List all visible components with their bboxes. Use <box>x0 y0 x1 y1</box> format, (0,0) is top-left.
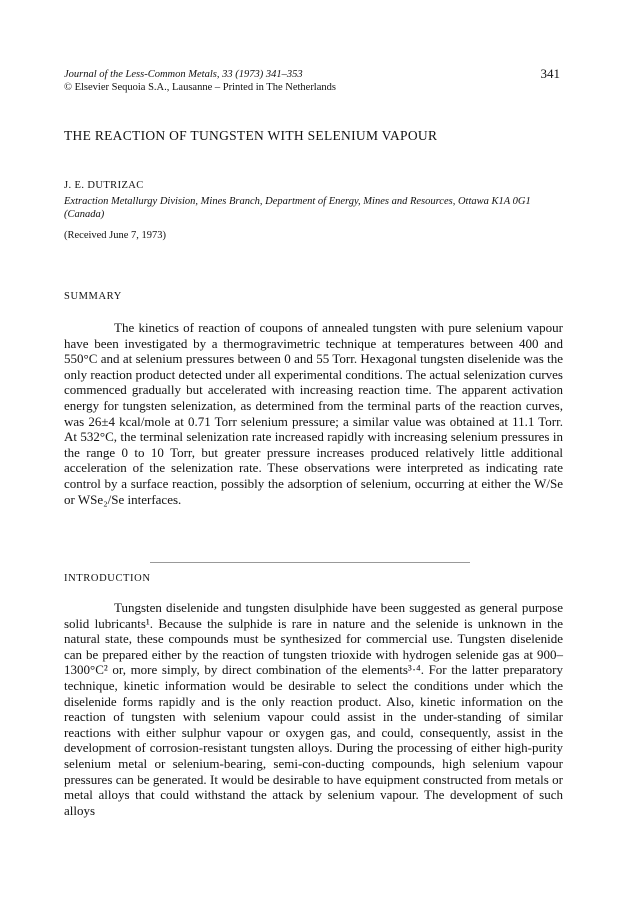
summary-heading: SUMMARY <box>64 291 122 302</box>
page-number: 341 <box>540 66 560 81</box>
journal-header <box>64 68 560 94</box>
received-date: (Received June 7, 1973) <box>64 230 167 241</box>
journal-citation: Journal of the Less-Common Metals, 33 (1973) 341–353 <box>64 69 303 80</box>
author-name: J. E. DUTRIZAC <box>64 180 144 191</box>
publisher-line: © Elsevier Sequoia S.A., Lausanne – Printed in The Netherlands <box>64 82 336 93</box>
summary-paragraph: The kinetics of reaction of coupons of annealed tungsten with pure selenium vapour have been investigated by a thermogravimetric technique at temperatures between 400 and 550°C and at selenium pressures between 0 and 55 Torr. Hexagonal tungsten diselenide was the only reaction product detected under all experimental conditions. The actual selenization curves commenced gradually but accelerated with increasing reaction time. The apparent activation energy for tungsten selenization, as determined from the terminal parts of the reaction curves, was 26±4 kcal/mole at 0.71 Torr selenium pressure; a similar value was obtained at 11.1 Torr. At 532°C, the terminal selenization rate increased rapidly with increasing selenium pressures in the range 0 to 10 Torr, but greater pressure increases produced relatively little additional acceleration of the selenization rate. These observations were interpreted as indicating rate control by a surface reaction, possibly the adsorption of selenium, occurring at either the W/Se or WSe₂/Se interfaces. <box>64 320 563 507</box>
introduction-heading: INTRODUCTION <box>64 573 151 584</box>
author-affiliation: Extraction Metallurgy Division, Mines Branch, Department of Energy, Mines and Resources, Ottawa K1A 0G1 (Canada) <box>64 196 531 220</box>
introduction-paragraph: Tungsten diselenide and tungsten disulphide have been suggested as general purpose solid lubricants¹. Because the sulphide is rare in nature and the selenide is unknown in the natural state, these compounds must be synthesized for commercial use. Tungsten diselenide can be prepared either by the reaction of tungsten trioxide with hydrogen selenide gas at 900–1300°C² or, more simply, by direct combination of the elements³·⁴. For the latter preparatory technique, kinetic information would be desirable to select the conditions under which the diselenide forms rapidly and is the only reaction product. Also, kinetic information on the reaction of tungsten with selenium vapour could assist in the under-standing of similar reactions with either sulphur vapour or oxygen gas, and could, consequently, assist in the development of corrosion-resistant tungsten alloys. During the processing of either high-purity selenium metal or selenium-bearing, semi-con-ducting compounds, high selenium vapour pressures can be generated. It would be desirable to have equipment constructed from metals or metal alloys that could withstand the attack by selenium vapour. The development of such alloys <box>64 600 563 818</box>
article-title: THE REACTION OF TUNGSTEN WITH SELENIUM VAPOUR <box>64 128 438 143</box>
section-divider <box>150 562 470 563</box>
